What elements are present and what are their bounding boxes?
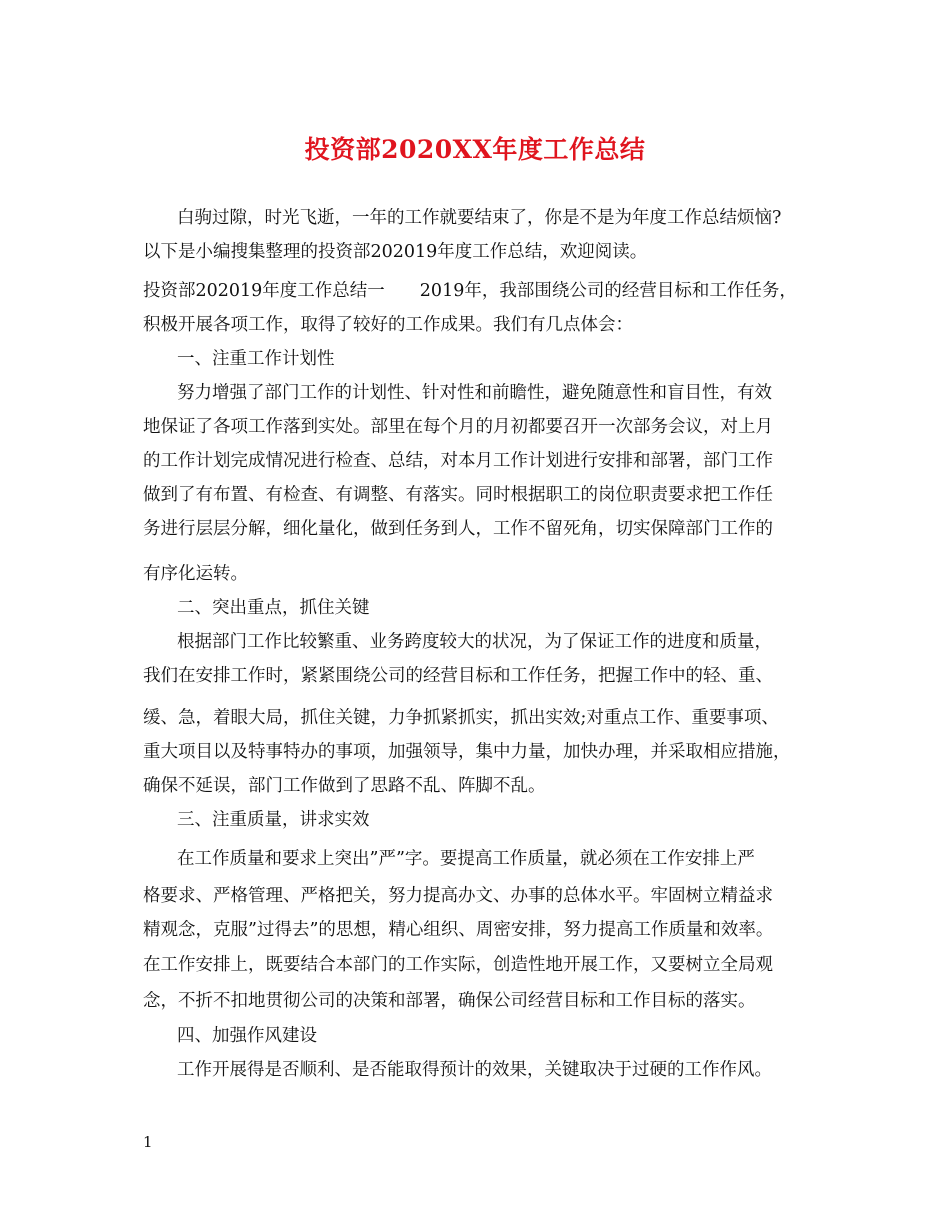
paragraph-line: 缓、急，着眼大局，抓住关键，力争抓紧抓实，抓出实效;对重点工作、重要事项、 bbox=[143, 708, 779, 728]
paragraph-line: 有序化运转。 bbox=[143, 564, 248, 584]
paragraph-line: 白驹过隙，时光飞逝，一年的工作就要结束了，你是不是为年度工作总结烦恼? bbox=[177, 208, 782, 228]
paragraph-line: 在工作安排上，既要结合本部门的工作实际，创造性地开展工作，又要树立全局观 bbox=[143, 955, 773, 975]
paragraph-line: 积极开展各项工作，取得了较好的工作成果。我们有几点体会： bbox=[143, 315, 633, 335]
paragraph-line: 念，不折不扣地贯彻公司的决策和部署，确保公司经营目标和工作目标的落实。 bbox=[143, 991, 756, 1011]
paragraph-line: 精观念，克服”过得去”的思想，精心组织、周密安排，努力提高工作质量和效率。 bbox=[143, 920, 774, 940]
section-heading: 四、加强作风建设 bbox=[177, 1026, 317, 1046]
paragraph-line: 以下是小编搜集整理的投资部202019年度工作总结，欢迎阅读。 bbox=[143, 242, 648, 262]
paragraph-line: 工作开展得是否顺利、是否能取得预计的效果，关键取决于过硬的工作作风。 bbox=[177, 1060, 772, 1080]
paragraph-line: 努力增强了部门工作的计划性、针对性和前瞻性，避免随意性和盲目性，有效 bbox=[177, 383, 772, 403]
paragraph-line: 投资部202019年度工作总结一 2019年，我部围绕公司的经营目标和工作任务， bbox=[143, 281, 797, 301]
section-heading: 一、注重工作计划性 bbox=[177, 349, 335, 369]
section-heading: 三、注重质量，讲求实效 bbox=[177, 810, 370, 830]
paragraph-line: 根据部门工作比较繁重、业务跨度较大的状况，为了保证工作的进度和质量， bbox=[177, 632, 772, 652]
section-heading: 二、突出重点，抓住关键 bbox=[177, 598, 370, 618]
paragraph-line: 在工作质量和要求上突出”严”字。要提高工作质量，就必须在工作安排上严 bbox=[177, 849, 755, 869]
paragraph-line: 格要求、严格管理、严格把关，努力提高办文、办事的总体水平。牢固树立精益求 bbox=[143, 886, 773, 906]
paragraph-line: 务进行层层分解，细化量化，做到任务到人，工作不留死角，切实保障部门工作的 bbox=[143, 519, 773, 539]
paragraph-line: 我们在安排工作时，紧紧围绕公司的经营目标和工作任务，把握工作中的轻、重、 bbox=[143, 666, 773, 686]
paragraph-line: 的工作计划完成情况进行检查、总结，对本月工作计划进行安排和部署，部门工作 bbox=[143, 451, 773, 471]
paragraph-line: 确保不延误，部门工作做到了思路不乱、阵脚不乱。 bbox=[143, 776, 546, 796]
document-title: 投资部2020XX年度工作总结 bbox=[304, 135, 646, 164]
paragraph-line: 做到了有布置、有检查、有调整、有落实。同时根据职工的岗位职责要求把工作任 bbox=[143, 485, 773, 505]
page-number: 1 bbox=[143, 1133, 153, 1151]
paragraph-line: 地保证了各项工作落到实处。部里在每个月的月初都要召开一次部务会议，对上月 bbox=[143, 417, 773, 437]
paragraph-line: 重大项目以及特事特办的事项，加强领导，集中力量，加快办理，并采取相应措施， bbox=[143, 742, 791, 762]
